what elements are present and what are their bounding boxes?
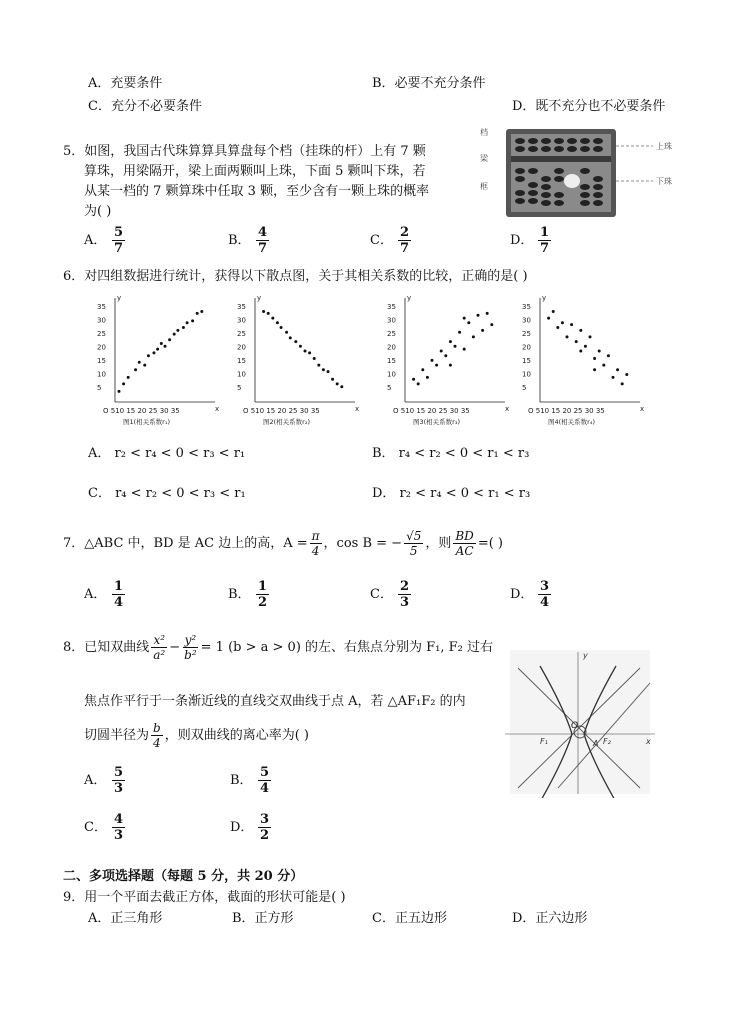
- scatter-point: [313, 357, 316, 360]
- q6-option-a: A． r₂ < r₄ < 0 < r₃ < r₁: [88, 446, 246, 461]
- q5-option-d: [510, 226, 553, 255]
- q5-option-c: [370, 226, 413, 255]
- y-tick-label: 5: [237, 384, 242, 392]
- option-label: C．: [370, 587, 393, 602]
- scatter-point: [182, 326, 185, 329]
- abacus-label-liang: 梁: [480, 154, 488, 163]
- y-tick-label: 25: [97, 330, 106, 338]
- y-tick-label: 35: [387, 303, 396, 311]
- denominator: 2: [258, 595, 268, 610]
- numerator: 5: [114, 225, 124, 240]
- scatter-point: [308, 351, 311, 354]
- scatter-point: [598, 350, 601, 353]
- abacus-photo: [478, 123, 678, 223]
- scatter-point: [621, 382, 624, 385]
- scatter-point: [118, 390, 121, 393]
- frac-num: b: [153, 721, 161, 735]
- y-axis-label: y: [542, 294, 547, 302]
- q8-text-4: ，则双曲线的离心率为( ): [164, 727, 309, 743]
- scatter-point: [304, 350, 307, 353]
- axis-x-label: x: [646, 737, 651, 746]
- scatter-point: [156, 348, 159, 351]
- scatter-plot-2: [235, 290, 360, 430]
- y-tick-label: 5: [387, 384, 392, 392]
- scatter-point: [472, 335, 475, 338]
- q4-option-c: C．充分不必要条件: [88, 99, 202, 114]
- scatter-point: [458, 331, 461, 334]
- q6-stem: 6．对四组数据进行统计，获得以下散点图，关于其相关系数的比较，正确的是( ): [63, 269, 528, 284]
- scatter-point: [173, 333, 176, 336]
- scatter-point: [575, 340, 578, 343]
- option-label: C．: [84, 820, 107, 835]
- frac-num: √5: [406, 529, 422, 543]
- x-axis-label: x: [355, 405, 360, 413]
- scatter-plot-4: [520, 290, 645, 430]
- y-tick-label: 35: [522, 303, 531, 311]
- q8-text-3: 切圆半径为: [84, 727, 150, 743]
- scatter-point: [196, 312, 199, 315]
- scatter-point: [547, 317, 550, 320]
- y-tick-label: 15: [97, 357, 106, 365]
- frac-den: 4: [153, 736, 161, 750]
- scatter-point: [589, 335, 592, 338]
- scatter-point: [579, 350, 582, 353]
- scatter-point: [602, 364, 605, 367]
- q7-option-c: [370, 580, 413, 609]
- scatter-point: [317, 364, 320, 367]
- scatter-point: [467, 321, 470, 324]
- f2-label: F₂: [603, 737, 611, 746]
- scatter-point: [435, 364, 438, 367]
- q6-option-c: C． r₄ < r₂ < 0 < r₃ < r₁: [88, 486, 246, 501]
- denominator: 7: [114, 241, 124, 256]
- frac-den: b²: [184, 648, 197, 662]
- scatter-point: [134, 368, 137, 371]
- scatter-point: [164, 345, 167, 348]
- minus-sign: −: [169, 639, 181, 655]
- scatter-point: [625, 373, 628, 376]
- scatter-point: [122, 382, 125, 385]
- scatter-point: [331, 378, 334, 381]
- abacus-label-dang: 档: [480, 128, 488, 137]
- scatter-point: [440, 350, 443, 353]
- plot-caption: 图1(相关系数r₁): [123, 418, 170, 426]
- q6-option-b: B． r₄ < r₂ < 0 < r₁ < r₃: [372, 446, 530, 461]
- denominator: 7: [258, 241, 268, 256]
- abacus-label-lower: 下珠: [656, 177, 672, 186]
- q7-stem: [63, 530, 503, 557]
- frac-den: a²: [153, 648, 166, 662]
- scatter-point: [584, 345, 587, 348]
- scatter-point: [271, 317, 274, 320]
- scatter-point: [593, 357, 596, 360]
- scatter-point: [566, 335, 569, 338]
- scatter-point: [426, 376, 429, 379]
- q8-option-d: [230, 813, 273, 842]
- scatter-point: [486, 312, 489, 315]
- option-label: D．: [510, 233, 534, 248]
- option-label: A．: [84, 773, 107, 788]
- numerator: 3: [540, 579, 550, 594]
- q7-text-3: ，则: [425, 535, 452, 551]
- plot-caption: 图2(相关系数r₂): [263, 418, 310, 426]
- scatter-point: [143, 364, 146, 367]
- x-tick-labels: O 510 15 20 25 30 35: [393, 407, 470, 415]
- y-tick-label: 15: [522, 357, 531, 365]
- y-tick-label: 20: [97, 343, 106, 352]
- y-axis-label: y: [257, 294, 262, 302]
- scatter-point: [421, 368, 424, 371]
- option-label: C．: [370, 233, 393, 248]
- q8-stem-line1: [63, 634, 493, 661]
- denominator: 3: [400, 595, 410, 610]
- f1-label: F₁: [540, 737, 548, 746]
- y-axis-label: y: [407, 294, 412, 302]
- denominator: 7: [540, 241, 550, 256]
- numerator: 2: [400, 225, 410, 240]
- scatter-point: [327, 370, 330, 373]
- q8-option-c: [84, 813, 127, 842]
- q5-stem-line2: 算珠，用梁隔开，梁上面两颗叫上珠，下面 5 颗叫下珠，若: [84, 164, 426, 179]
- q5-option-b: [228, 226, 271, 255]
- y-tick-label: 10: [522, 370, 531, 379]
- scatter-point: [449, 340, 452, 343]
- y-tick-label: 15: [387, 357, 396, 365]
- scatter-point: [616, 368, 619, 371]
- scatter-point: [490, 323, 493, 326]
- point-a-label: A: [593, 739, 599, 748]
- scatter-point: [186, 321, 189, 324]
- y-tick-label: 25: [522, 330, 531, 338]
- plot-caption: 图3(相关系数r₃): [413, 418, 460, 426]
- frac-num: y²: [184, 633, 197, 647]
- y-tick-label: 10: [387, 370, 396, 379]
- x-tick-labels: O 510 15 20 25 30 35: [528, 407, 605, 415]
- y-tick-label: 25: [387, 330, 396, 338]
- scatter-point: [570, 323, 573, 326]
- y-tick-label: 10: [237, 370, 246, 379]
- scatter-point: [561, 321, 564, 324]
- scatter-point: [127, 376, 130, 379]
- scatter-point: [612, 376, 615, 379]
- x-axis-label: x: [640, 405, 645, 413]
- scatter-point: [579, 329, 582, 332]
- q8-option-b: [230, 766, 273, 795]
- x-axis-label: x: [215, 405, 220, 413]
- q8-text-2: = 1 (b > a > 0) 的左、右焦点分别为 F₁, F₂ 过右: [200, 639, 494, 655]
- x-tick-labels: O 510 15 20 25 30 35: [103, 407, 180, 415]
- y-axis-label: y: [117, 294, 122, 302]
- scatter-point: [607, 354, 610, 357]
- numerator: 4: [114, 812, 124, 827]
- scatter-point: [267, 312, 270, 315]
- q7-text-1: 7．△ABC 中，BD 是 AC 边上的高，A =: [63, 535, 308, 551]
- scatter-point: [552, 310, 555, 313]
- q8-stem-line2: 焦点作平行于一条渐近线的直线交双曲线于点 A，若 △AF₁F₂ 的内: [84, 694, 466, 709]
- plot-caption: 图4(相关系数r₄): [548, 418, 595, 426]
- q4-option-b: B．必要不充分条件: [372, 76, 486, 91]
- numerator: 2: [400, 579, 410, 594]
- q9-stem: 9．用一个平面去截正方体，截面的形状可能是( ): [63, 890, 346, 905]
- scatter-plot-1: [95, 290, 220, 430]
- scatter-point: [477, 314, 480, 317]
- abacus-label-upper: 上珠: [656, 142, 672, 151]
- frac-den: 4: [311, 544, 320, 558]
- q5-stem-line3: 从某一档的 7 颗算珠中任取 3 颗，至少含有一颗上珠的概率: [84, 184, 430, 199]
- option-label: D．: [510, 587, 534, 602]
- q7-option-a: [84, 580, 127, 609]
- scatter-point: [454, 345, 457, 348]
- y-tick-label: 15: [237, 357, 246, 365]
- q6-scatter-plots: [95, 290, 645, 430]
- denominator: 2: [260, 828, 270, 843]
- abacus-label-kuang: 框: [480, 182, 488, 191]
- y-tick-label: 35: [237, 303, 246, 311]
- scatter-point: [294, 340, 297, 343]
- y-tick-label: 30: [237, 316, 246, 325]
- numerator: 1: [114, 579, 124, 594]
- frac-num: x²: [153, 633, 166, 647]
- numerator: 5: [260, 765, 270, 780]
- q4-option-d: D．既不充分也不必要条件: [512, 99, 666, 114]
- q9-option-d: D．正六边形: [512, 911, 588, 926]
- section2-heading: 二、多项选择题（每题 5 分，共 20 分）: [63, 869, 304, 884]
- scatter-point: [299, 345, 302, 348]
- scatter-point: [262, 310, 265, 313]
- q6-option-d: D． r₂ < r₄ < 0 < r₁ < r₃: [372, 486, 531, 501]
- denominator: 4: [260, 781, 270, 796]
- y-tick-label: 10: [97, 370, 106, 379]
- y-tick-label: 25: [237, 330, 246, 338]
- q7-text-2: ，cos B = −: [323, 535, 403, 551]
- y-tick-label: 30: [522, 316, 531, 325]
- numerator: 1: [258, 579, 268, 594]
- q5-option-a: [84, 226, 127, 255]
- scatter-point: [276, 321, 279, 324]
- frac-num: π: [311, 529, 320, 543]
- scatter-point: [431, 359, 434, 362]
- x-tick-labels: O 510 15 20 25 30 35: [243, 407, 320, 415]
- hyperbola-figure: [500, 648, 660, 798]
- denominator: 4: [540, 595, 550, 610]
- scatter-point: [417, 382, 420, 385]
- y-tick-label: 30: [387, 316, 396, 325]
- y-tick-label: 20: [522, 343, 531, 352]
- y-tick-label: 30: [97, 316, 106, 325]
- scatter-point: [200, 310, 203, 313]
- q8-stem-line3: [84, 722, 309, 749]
- q5-stem-line4: 为( ): [84, 204, 112, 219]
- frac-den: AC: [455, 544, 474, 558]
- option-label: D．: [230, 820, 254, 835]
- q9-option-c: C．正五边形: [372, 911, 447, 926]
- q8-option-a: [84, 766, 127, 795]
- numerator: 1: [540, 225, 550, 240]
- scatter-plot-3: [385, 290, 510, 430]
- scatter-point: [556, 326, 559, 329]
- scatter-point: [168, 338, 171, 341]
- frac-den: 5: [409, 544, 418, 558]
- q9-option-a: A．正三角形: [88, 911, 163, 926]
- scatter-point: [152, 351, 155, 354]
- option-label: A．: [84, 233, 107, 248]
- denominator: 7: [400, 241, 410, 256]
- q4-option-a: A．充要条件: [88, 76, 163, 91]
- denominator: 4: [114, 595, 124, 610]
- scatter-point: [449, 364, 452, 367]
- axis-y-label: y: [583, 651, 588, 660]
- option-label: B．: [230, 773, 253, 788]
- numerator: 4: [258, 225, 268, 240]
- origin-label: O: [571, 721, 579, 731]
- option-label: B．: [228, 587, 251, 602]
- y-tick-label: 5: [522, 384, 527, 392]
- denominator: 3: [114, 828, 124, 843]
- y-tick-label: 20: [237, 343, 246, 352]
- q7-option-b: [228, 580, 271, 609]
- scatter-point: [191, 319, 194, 322]
- scatter-point: [593, 368, 596, 371]
- scatter-point: [138, 361, 141, 364]
- frac-num: BD: [455, 529, 474, 543]
- option-label: A．: [84, 587, 107, 602]
- y-tick-label: 5: [97, 384, 102, 392]
- x-axis-label: x: [505, 405, 510, 413]
- scatter-point: [322, 368, 325, 371]
- q7-text-4: =( ): [477, 535, 503, 551]
- q5-stem-line1: 5．如图，我国古代珠算算具算盘每个档（挂珠的杆）上有 7 颗: [63, 144, 426, 159]
- scatter-point: [412, 378, 415, 381]
- numerator: 3: [260, 812, 270, 827]
- denominator: 3: [114, 781, 124, 796]
- option-label: B．: [228, 233, 251, 248]
- q7-option-d: [510, 580, 553, 609]
- scatter-point: [481, 329, 484, 332]
- scatter-point: [463, 348, 466, 351]
- y-tick-label: 35: [97, 303, 106, 311]
- scatter-point: [280, 326, 283, 329]
- scatter-point: [176, 329, 179, 332]
- scatter-point: [285, 331, 288, 334]
- scatter-point: [340, 385, 343, 388]
- scatter-point: [444, 354, 447, 357]
- scatter-point: [160, 342, 163, 345]
- q9-option-b: B．正方形: [232, 911, 294, 926]
- scatter-point: [289, 336, 292, 339]
- scatter-point: [147, 354, 150, 357]
- y-tick-label: 20: [387, 343, 396, 352]
- q8-text-1: 8．已知双曲线: [63, 639, 150, 655]
- numerator: 5: [114, 765, 124, 780]
- scatter-point: [336, 382, 339, 385]
- scatter-point: [463, 317, 466, 320]
